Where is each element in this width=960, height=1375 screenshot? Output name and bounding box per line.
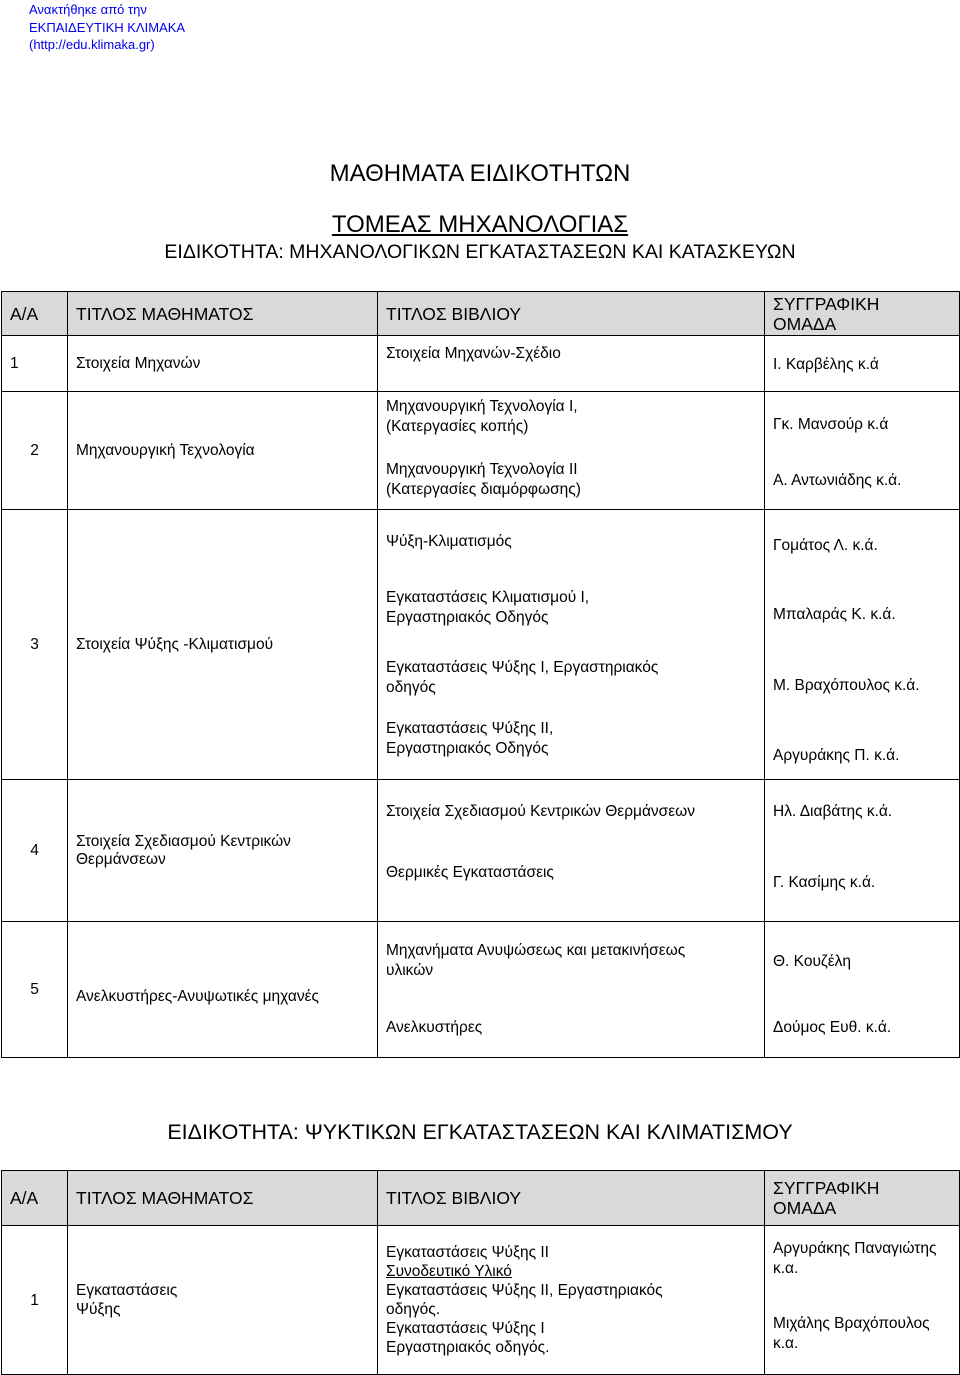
sector-title: ΤΟΜΕΑΣ ΜΗΧΑΝΟΛΟΓΙΑΣ bbox=[331, 211, 629, 238]
course-title: Ανελκυστήρες-Ανυψωτικές μηχανές bbox=[76, 988, 319, 1005]
table-row bbox=[2, 336, 960, 392]
col-course: ΤΙΤΛΟΣ ΜΑΘΗΜΑΤΟΣ bbox=[68, 1171, 378, 1226]
book-line: Μηχανήματα Ανυψώσεως και μετακινήσεως bbox=[386, 942, 686, 959]
book-title bbox=[386, 941, 760, 980]
page-title: ΜΑΘΗΜΑΤΑ ΕΙΔΙΚΟΤΗΤΩΝ bbox=[329, 160, 631, 187]
row-number: 1 bbox=[2, 336, 68, 392]
author-line: Αργυράκης Παναγιώτης bbox=[773, 1240, 937, 1257]
book-line: οδηγός bbox=[386, 678, 436, 696]
book-title bbox=[386, 658, 760, 697]
author-line: Μιχάλης Βραχόπουλος bbox=[773, 1315, 930, 1332]
author-group bbox=[773, 1314, 955, 1353]
course-line: Εγκαταστάσεις bbox=[76, 1282, 178, 1299]
col-aa: Α/Α bbox=[2, 292, 68, 336]
author-group: Ηλ. Διαβάτης κ.ά. bbox=[773, 803, 893, 820]
book-line: Εγκαταστάσεις Ψύξης Ι bbox=[386, 1320, 545, 1337]
col-authors bbox=[765, 292, 960, 336]
book-line: Εγκαταστάσεις Ψύξης Ι, Εργαστηριακός bbox=[386, 659, 659, 676]
table-header-row bbox=[2, 1171, 960, 1226]
book-line: Εγκαταστάσεις Κλιματισμού Ι, bbox=[386, 589, 590, 606]
book-line: Εγκαταστάσεις Ψύξης ΙΙ, bbox=[386, 720, 554, 737]
col-authors-l2: ΟΜΑΔΑ bbox=[773, 1198, 837, 1218]
col-aa: Α/Α bbox=[2, 1171, 68, 1226]
row-number: 4 bbox=[2, 780, 68, 922]
book-title: Στοιχεία Σχεδιασμού Κεντρικών Θερμάνσεων bbox=[386, 803, 695, 820]
book-line: Εγκαταστάσεις Ψύξης ΙΙ bbox=[386, 1244, 549, 1261]
author-group: Γκ. Μανσούρ κ.ά bbox=[773, 416, 889, 433]
source-line-2: ΕΚΠΑΙΔΕΥΤΙΚΗ ΚΛΙΜΑΚΑ bbox=[29, 19, 186, 35]
author-group: Γομάτος Λ. κ.ά. bbox=[773, 537, 878, 554]
row-number: 1 bbox=[2, 1226, 68, 1375]
author-group: Μπαλαράς Κ. κ.ά. bbox=[773, 606, 896, 623]
course-line: Θερμάνσεων bbox=[76, 850, 166, 868]
book-title: Θερμικές Εγκαταστάσεις bbox=[386, 864, 554, 881]
author-group bbox=[773, 1239, 955, 1278]
author-line: κ.α. bbox=[773, 1259, 799, 1277]
col-course: ΤΙΤΛΟΣ ΜΑΘΗΜΑΤΟΣ bbox=[68, 292, 378, 336]
col-authors-l2: ΟΜΑΔΑ bbox=[773, 313, 837, 334]
book-line: Μηχανουργική Τεχνολογία Ι, bbox=[386, 398, 578, 415]
book-line: Εργαστηριακός οδηγός. bbox=[386, 1339, 550, 1356]
author-group: Αργυράκης Π. κ.ά. bbox=[773, 747, 900, 764]
book-title: Ανελκυστήρες bbox=[386, 1019, 483, 1036]
author-line: κ.α. bbox=[773, 1334, 799, 1352]
course-title bbox=[68, 780, 378, 922]
book-line: υλικών bbox=[386, 961, 434, 979]
row-number: 5 bbox=[2, 922, 68, 1058]
row-number: 2 bbox=[2, 392, 68, 510]
book-title bbox=[386, 397, 760, 436]
book-line: οδηγός. bbox=[386, 1301, 441, 1318]
book-line: Συνοδευτικό Υλικό bbox=[386, 1263, 512, 1280]
book-line: Μηχανουργική Τεχνολογία ΙΙ bbox=[386, 461, 578, 478]
col-authors-l1: ΣΥΓΓΡΑΦΙΚΗ bbox=[773, 1178, 880, 1198]
course-title: Στοιχεία Μηχανών bbox=[68, 336, 378, 392]
table-row bbox=[2, 1226, 960, 1375]
course-line: Ψύξης bbox=[76, 1301, 121, 1318]
book-line: Εγκαταστάσεις Ψύξης ΙΙ, Εργαστηριακός bbox=[386, 1282, 663, 1299]
author-group: Δούμος Ευθ. κ.ά. bbox=[773, 1019, 892, 1036]
book-title: Στοιχεία Μηχανών-Σχέδιο bbox=[386, 345, 561, 362]
table-header-row bbox=[2, 292, 960, 336]
course-title: Μηχανουργική Τεχνολογία bbox=[68, 392, 378, 510]
book-list bbox=[378, 1226, 765, 1375]
book-title bbox=[386, 719, 760, 758]
source-note bbox=[29, 1, 185, 54]
row-number: 3 bbox=[2, 510, 68, 780]
book-line: (Κατεργασίες διαμόρφωσης) bbox=[386, 480, 581, 498]
source-line-1: Ανακτήθηκε από την bbox=[29, 2, 147, 17]
courses-table-2 bbox=[1, 1170, 960, 1375]
table-row bbox=[2, 392, 960, 510]
book-line: Εργαστηριακός Οδηγός bbox=[386, 608, 549, 626]
col-authors bbox=[765, 1171, 960, 1226]
table-row bbox=[2, 510, 960, 780]
specialty-title-2: ΕΙΔΙΚΟΤΗΤΑ: ΨΥΚΤΙΚΩΝ ΕΓΚΑΤΑΣΤΑΣΕΩΝ ΚΑΙ ΚΛΙΜΑΤΙΣΜΟΥ bbox=[167, 1120, 793, 1144]
book-title: Ψύξη-Κλιματισμός bbox=[386, 533, 512, 550]
author-group: Θ. Κουζέλη bbox=[773, 953, 852, 970]
course-title bbox=[68, 1226, 378, 1375]
book-title bbox=[386, 460, 760, 499]
course-line: Στοιχεία Σχεδιασμού Κεντρικών bbox=[76, 832, 291, 850]
col-book: ΤΙΤΛΟΣ ΒΙΒΛΙΟΥ bbox=[378, 1171, 765, 1226]
table-row bbox=[2, 780, 960, 922]
author-group: Μ. Βραχόπουλος κ.ά. bbox=[773, 677, 920, 694]
col-authors-l1: ΣΥΓΓΡΑΦΙΚΗ bbox=[773, 293, 880, 314]
book-line: (Κατεργασίες κοπής) bbox=[386, 417, 529, 435]
courses-table-1 bbox=[1, 291, 960, 1058]
col-book: ΤΙΤΛΟΣ ΒΙΒΛΙΟΥ bbox=[378, 292, 765, 336]
source-link[interactable]: (http://edu.klimaka.gr) bbox=[29, 37, 155, 52]
specialty-title-1: ΕΙΔΙΚΟΤΗΤΑ: ΜΗΧΑΝΟΛΟΓΙΚΩΝ ΕΓΚΑΤΑΣΤΑΣΕΩΝ ΚΑΙ ΚΑΤΑΣΚΕΥΩΝ bbox=[164, 241, 796, 263]
book-title bbox=[386, 588, 760, 627]
author-group: Α. Αντωνιάδης κ.ά. bbox=[773, 472, 902, 489]
author-group: Γ. Κασίμης κ.ά. bbox=[773, 874, 876, 891]
table-row bbox=[2, 922, 960, 1058]
author-group: Ι. Καρβέλης κ.ά bbox=[773, 356, 879, 373]
course-title: Στοιχεία Ψύξης -Κλιματισμού bbox=[68, 510, 378, 780]
book-line: Εργαστηριακός Οδηγός bbox=[386, 739, 549, 757]
